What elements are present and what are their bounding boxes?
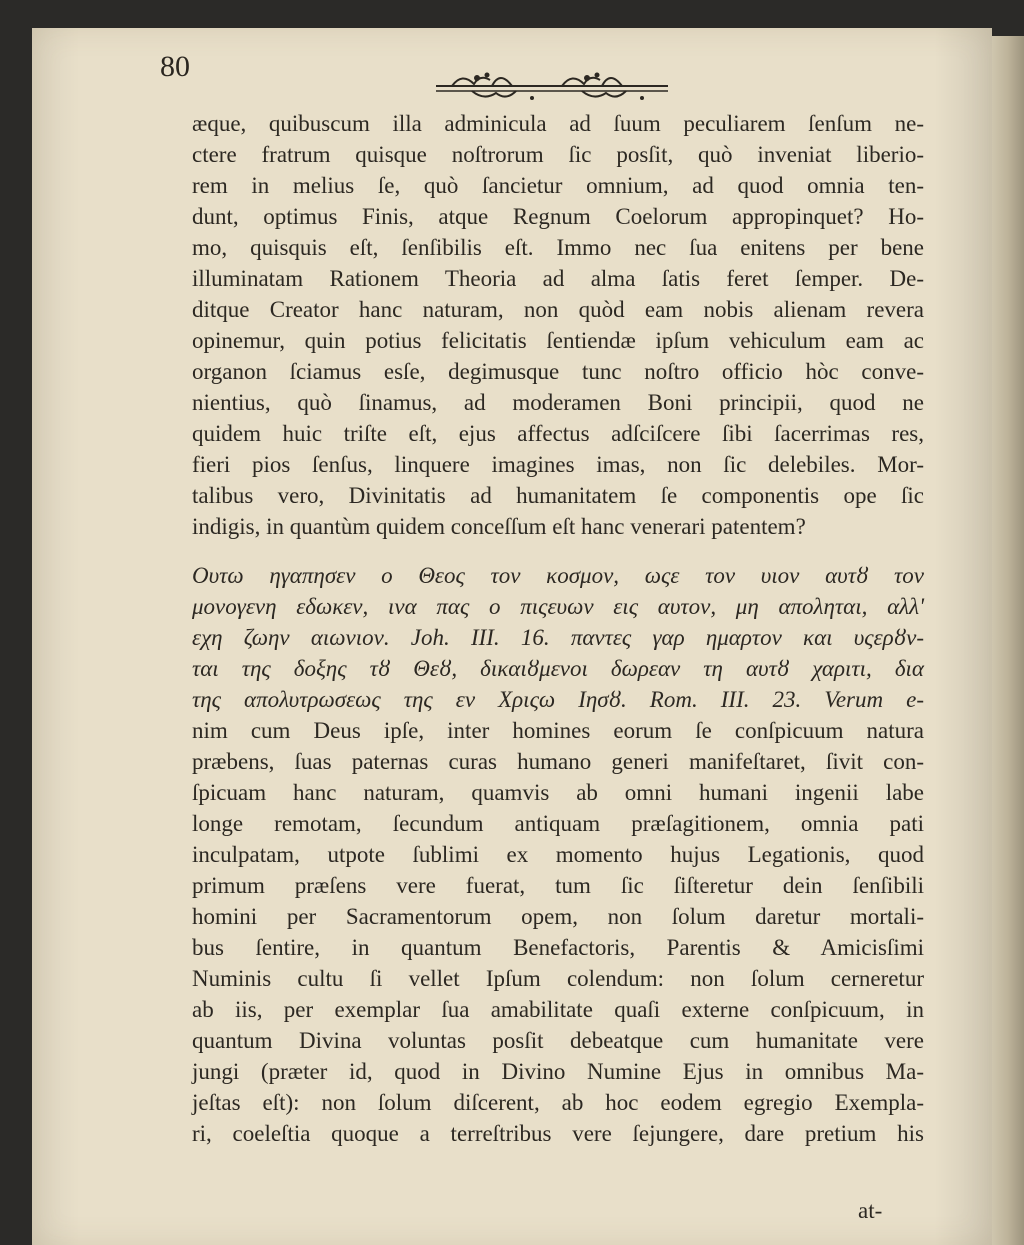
text-line: organon ſciamus esſe, degimusque tunc noſtro officio hòc conve-: [192, 359, 924, 384]
text-line: mo, quisquis eſt, ſenſibilis eſt. Immo nec ſua enitens per bene: [192, 235, 924, 260]
body-text: [192, 108, 924, 1149]
text-line: ται της δοξης τȣ Θεȣ, δικαιȣμενοι δωρεαν τη αυτȣ χαριτι, δια: [192, 656, 924, 681]
text-line: homini per Sacramentorum opem, non ſolum daretur mortali-: [192, 904, 924, 929]
text-line: fieri pios ſenſus, linquere imagines imas, non ſic delebiles. Mor-: [192, 452, 924, 477]
text-line: dunt, optimus Finis, atque Regnum Coelorum appropinquet? Ho-: [192, 204, 924, 229]
text-line: talibus vero, Divinitatis ad humanitatem ſe componentis ope ſic: [192, 483, 924, 508]
text-line: inculpatam, utpote ſublimi ex momento hujus Legationis, quod: [192, 842, 924, 867]
text-line: nientius, quò ſinamus, ad moderamen Boni principii, quod ne: [192, 390, 924, 415]
text-line: Ουτω ηγαπησεν ο Θεος τον κοσμον, ωςε τον υιον αυτȣ τον: [192, 563, 924, 588]
text-line: ditque Creator hanc naturam, non quòd eam nobis alienam revera: [192, 297, 924, 322]
text-line: indigis, in quantùm quidem conceſſum eſt hanc venerari patentem?: [192, 514, 806, 539]
text-line: præbens, ſuas paternas curas humano generi manifeſtaret, ſivit con-: [192, 749, 924, 774]
text-line: nim cum Deus ipſe, inter homines eorum ſe conſpicuum natura: [192, 718, 924, 743]
text-line: opinemur, quin potius felicitatis ſentiendæ ipſum vehiculum eam ac: [192, 328, 924, 353]
text-line: ri, coeleſtia quoque a terreſtribus vere ſejungere, dare pretium his: [192, 1121, 924, 1146]
paragraph-greek-latin: [192, 560, 924, 1149]
text-line: της απολυτρωσεως της εν Χριςω Ιησȣ. Rom. III. 23. Verum e-: [192, 687, 924, 712]
text-line: μονογενη εδωκεν, ινα πας ο πιςευων εις αυτον, μη αποληται, αλλ': [192, 594, 924, 619]
paragraph-latin: [192, 108, 924, 542]
text-line: longe remotam, ſecundum antiquam præſagitionem, omnia pati: [192, 811, 924, 836]
text-line: illuminatam Rationem Theoria ad alma ſatis feret ſemper. De-: [192, 266, 924, 291]
floral-headpiece-ornament-icon: [432, 66, 672, 106]
text-line: ab iis, per exemplar ſua amabilitate quaſi externe conſpicuum, in: [192, 997, 924, 1022]
text-line: jungi (præter id, quod in Divino Numine Ejus in omnibus Ma-: [192, 1059, 924, 1084]
text-line: jeſtas eſt): non ſolum diſcerent, ab hoc eodem egregio Exempla-: [192, 1090, 924, 1115]
text-line: æque, quibuscum illa adminicula ad ſuum peculiarem ſenſum ne-: [192, 111, 924, 136]
text-line: bus ſentire, in quantum Benefactoris, Parentis & Amicisſimi: [192, 935, 924, 960]
text-line: rem in melius ſe, quò ſancietur omnium, ad quod omnia ten-: [192, 173, 924, 198]
text-line: quantum Divina voluntas posſit debeatque cum humanitate vere: [192, 1028, 924, 1053]
text-line: Numinis cultu ſi vellet Ipſum colendum: non ſolum cerneretur: [192, 966, 924, 991]
catchword: at-: [858, 1198, 883, 1223]
text-line: ctere fratrum quisque noſtrorum ſic posſit, quò inveniat liberio-: [192, 142, 924, 167]
page-number: 80: [160, 50, 190, 83]
text-line: εχη ζωην αιωνιον. Joh. III. 16. παντες γαρ ημαρτον και υςερȣν-: [192, 625, 924, 650]
text-line: ſpicuam hanc naturam, quamvis ab omni humani ingenii labe: [192, 780, 924, 805]
text-line: quidem huic triſte eſt, ejus affectus adſciſcere ſibi ſacerrimas res,: [192, 421, 924, 446]
page-edge: [992, 36, 1024, 1245]
text-line: primum præſens vere fuerat, tum ſic ſiſteretur dein ſenſibili: [192, 873, 924, 898]
